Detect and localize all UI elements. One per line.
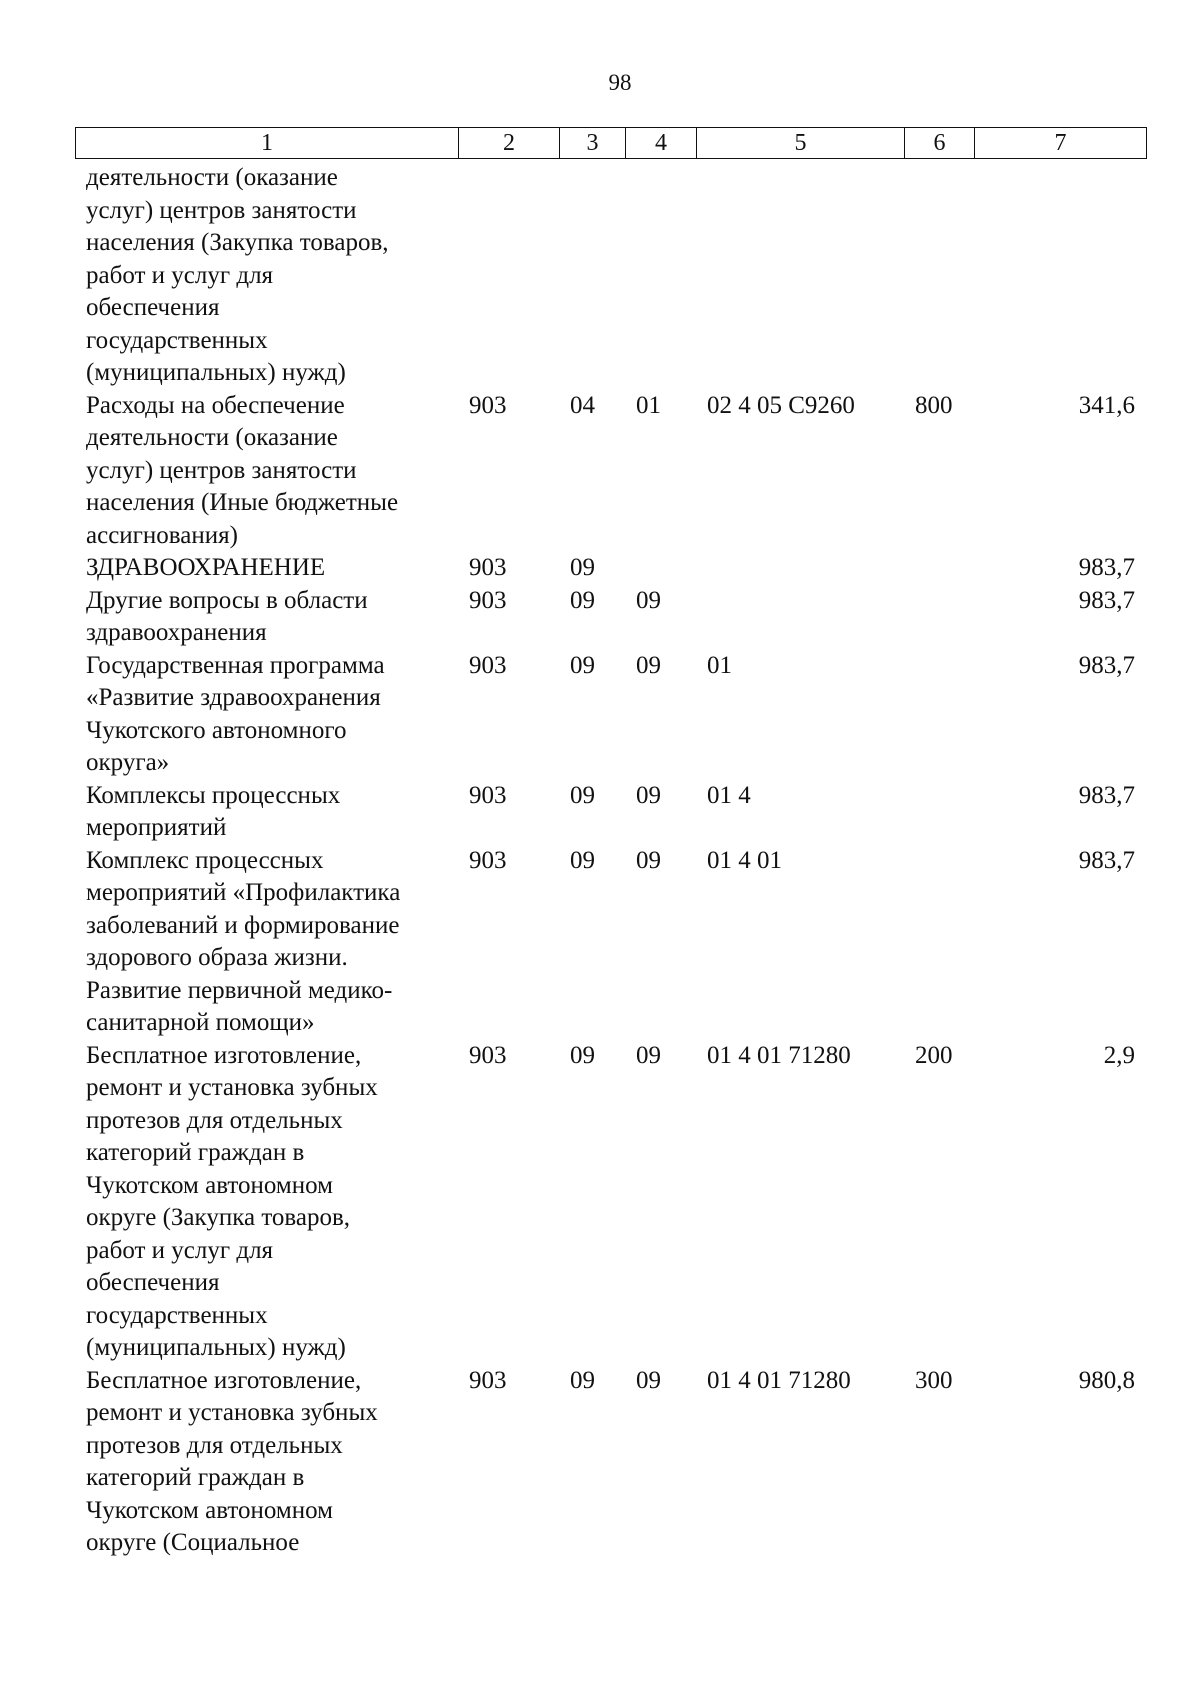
- target-article-code: 01 4 01: [707, 846, 782, 874]
- table-row: [75, 650, 1146, 780]
- description-line: населения (Закупка товаров,: [86, 229, 389, 256]
- target-article-code: 01: [707, 651, 732, 679]
- description-line: ремонт и установка зубных: [86, 1399, 378, 1426]
- subsection-code: 09: [636, 1041, 661, 1069]
- description-line: Чукотском автономном: [86, 1496, 333, 1524]
- description-line: категорий граждан в: [86, 1139, 305, 1166]
- description-line: обеспечения: [86, 1269, 220, 1296]
- column-header-4: 4: [626, 128, 697, 159]
- amount: 983,7: [1078, 781, 1135, 809]
- description-line: протезов для отдельных: [86, 1106, 343, 1134]
- row-description: [75, 1365, 458, 1560]
- ministry-code: 903: [469, 781, 507, 809]
- description-line: Бесплатное изготовление,: [86, 1041, 362, 1069]
- description-line: населения (Иные бюджетные: [86, 489, 399, 516]
- target-article-code: 01 4 01 71280: [707, 1366, 851, 1394]
- description-line: Другие вопросы в области: [86, 586, 368, 614]
- description-line: округа»: [86, 749, 170, 776]
- section-code: 09: [570, 554, 595, 581]
- subsection-code: 09: [636, 846, 661, 874]
- table-row: [75, 585, 1146, 650]
- row-description: [75, 162, 458, 390]
- description-line: протезов для отдельных: [86, 1431, 343, 1459]
- section-code: 09: [570, 586, 595, 614]
- description-line: обеспечения: [86, 294, 220, 321]
- column-header-7: 7: [975, 128, 1147, 159]
- section-code: 09: [570, 846, 595, 874]
- page-number: 98: [608, 70, 632, 95]
- description-line: Развитие первичной медико-: [86, 976, 393, 1004]
- row-description: [75, 585, 458, 650]
- row-description: [75, 1040, 458, 1365]
- column-header-row: [76, 128, 1147, 159]
- amount: 983,7: [1078, 586, 1135, 614]
- description-line: ремонт и установка зубных: [86, 1074, 378, 1101]
- table-row: [75, 1040, 1146, 1365]
- subsection-code: 09: [636, 651, 661, 679]
- description-line: Чукотского автономного: [86, 716, 347, 744]
- description-line: здравоохранения: [86, 619, 267, 646]
- amount: 980,8: [1078, 1366, 1135, 1394]
- expense-type-code: 300: [915, 1366, 953, 1394]
- ministry-code: 903: [469, 1366, 507, 1394]
- description-line: категорий граждан в: [86, 1464, 305, 1491]
- ministry-code: [458, 162, 559, 390]
- description-line: округе (Закупка товаров,: [86, 1204, 351, 1231]
- expense-type-code: 200: [915, 1041, 953, 1069]
- column-header-1: 1: [76, 128, 459, 159]
- section-code: 09: [570, 1041, 595, 1069]
- column-header-5: 5: [697, 128, 905, 159]
- description-line: мероприятий: [86, 814, 227, 841]
- table-row: [75, 780, 1146, 845]
- ministry-code: 903: [469, 846, 507, 874]
- column-header-2: 2: [459, 128, 560, 159]
- section-code: 09: [570, 781, 595, 809]
- target-article-code: [696, 585, 904, 650]
- section-code: [559, 162, 625, 390]
- description-line: «Развитие здравоохранения: [86, 684, 381, 711]
- expense-type-code: [904, 585, 974, 650]
- column-header-6: 6: [905, 128, 975, 159]
- amount: 983,7: [1078, 554, 1135, 581]
- row-description: [75, 845, 458, 1040]
- description-line: работ и услуг для: [86, 261, 274, 289]
- ministry-code: 903: [469, 586, 507, 614]
- row-description: [75, 552, 458, 585]
- description-line: Комплекс процессных: [86, 846, 324, 874]
- description-line: Чукотском автономном: [86, 1171, 333, 1199]
- table-row: [75, 845, 1146, 1040]
- target-article-code: 01 4 01 71280: [707, 1041, 851, 1069]
- description-line: санитарной помощи»: [86, 1009, 315, 1036]
- subsection-code: 09: [636, 586, 661, 614]
- subsection-code: 09: [636, 1366, 661, 1394]
- column-header-table: [75, 127, 1147, 159]
- column-header-3: 3: [560, 128, 626, 159]
- ministry-code: 903: [469, 391, 507, 419]
- description-line: ЗДРАВООХРАНЕНИЕ: [86, 554, 326, 581]
- description-line: Государственная программа: [86, 651, 385, 679]
- description-line: Бесплатное изготовление,: [86, 1366, 362, 1394]
- description-line: государственных: [86, 1301, 268, 1329]
- description-line: мероприятий «Профилактика: [86, 879, 401, 906]
- subsection-code: [625, 162, 696, 390]
- description-line: государственных: [86, 326, 268, 354]
- expense-type-code: 800: [915, 391, 953, 419]
- target-article-code: [696, 162, 904, 390]
- table-row: [75, 162, 1146, 390]
- section-code: 09: [570, 1366, 595, 1394]
- expense-type-code: [904, 650, 974, 780]
- subsection-code: 01: [636, 391, 661, 419]
- subsection-code: [625, 552, 696, 585]
- description-line: (муниципальных) нужд): [86, 359, 346, 386]
- row-description: [75, 390, 458, 553]
- subsection-code: 09: [636, 781, 661, 809]
- description-line: (муниципальных) нужд): [86, 1334, 346, 1361]
- ministry-code: 903: [469, 651, 507, 679]
- description-line: Комплексы процессных: [86, 781, 341, 809]
- description-line: услуг) центров занятости: [86, 196, 357, 224]
- row-description: [75, 650, 458, 780]
- description-line: Расходы на обеспечение: [86, 391, 345, 419]
- expense-type-code: [904, 845, 974, 1040]
- description-line: заболеваний и формирование: [86, 911, 400, 939]
- table-row: [75, 552, 1146, 585]
- description-line: услуг) центров занятости: [86, 456, 357, 484]
- amount: 983,7: [1078, 846, 1135, 874]
- target-article-code: [696, 552, 904, 585]
- description-line: деятельности (оказание: [86, 164, 338, 191]
- description-line: здорового образа жизни.: [86, 944, 348, 971]
- section-code: 04: [570, 391, 595, 419]
- expense-type-code: [904, 162, 974, 390]
- description-line: округе (Социальное: [86, 1529, 300, 1556]
- amount: 2,9: [1103, 1041, 1135, 1069]
- description-line: деятельности (оказание: [86, 424, 338, 451]
- description-line: ассигнования): [86, 521, 238, 549]
- amount: [974, 162, 1146, 390]
- table-row: [75, 1365, 1146, 1560]
- ministry-code: 903: [469, 1041, 507, 1069]
- row-description: [75, 780, 458, 845]
- target-article-code: 02 4 05 С9260: [707, 391, 855, 419]
- section-code: 09: [570, 651, 595, 679]
- target-article-code: 01 4: [707, 781, 751, 809]
- amount: 341,6: [1078, 391, 1135, 419]
- expense-type-code: [904, 552, 974, 585]
- expense-type-code: [904, 780, 974, 845]
- ministry-code: 903: [469, 554, 507, 581]
- budget-table-body: [75, 162, 1146, 1560]
- description-line: работ и услуг для: [86, 1236, 274, 1264]
- amount: 983,7: [1078, 651, 1135, 679]
- table-row: [75, 390, 1146, 553]
